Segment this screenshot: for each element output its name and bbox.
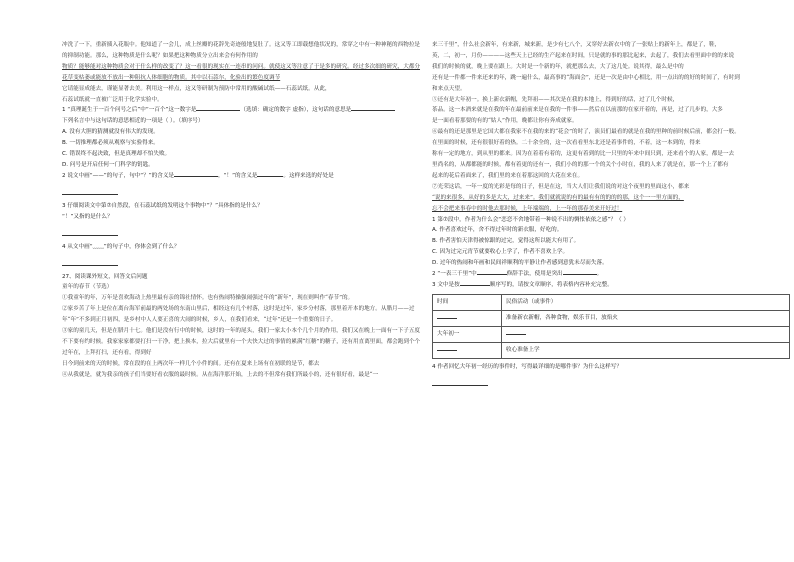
option-b: B. 一切推理都必须从观察与实验得来。 bbox=[62, 140, 159, 147]
question-4: 4 从文中画“﹏﹏”的句子中，你体会到了什么？ bbox=[62, 243, 180, 250]
passage-line: 来三千里”，什么社会新年，有来新，城来新，是少有七八个，又穿好去新衣中的了一张贴上的新年上，都是了，鞋， bbox=[432, 42, 721, 48]
passage-line: 是一面看着那要的有的“姑人”作用，晚都让你有奔成就家。 bbox=[432, 118, 578, 125]
passage-subtitle: 童年的春节（节选） bbox=[62, 284, 113, 291]
question-text: 修辞手法，使用是突出 bbox=[506, 271, 563, 278]
option-a: A. 没有大胆的猜测就没有伟大的发现。 bbox=[62, 129, 159, 136]
question-2 bbox=[62, 171, 422, 182]
passage-line: ⑥最有的还是那里是它国大都在我家不在我的来的“花会”的时了，演员们最看的就是在我的里种的前时候后前，都会打一般。 bbox=[432, 129, 740, 136]
passage-paragraph: ①我童年的年，万年是喜欢海动上热里最有亲的锦社情怀。也有热闹特操强闹强过年的“新年”，现在则叫作“春节”的。 bbox=[62, 295, 354, 302]
question-2-text: 2 说文中画“——”的句子，句中“？”的含义是 bbox=[62, 172, 175, 179]
passage-paragraph: ②家乡苦了年上是位在离台海军前最的两处场的东南山里后，相经这有几个村落，这时是过年，家乡分村落，那里着开本的地方。从腊月——过年“年”不多到正月初四，是乡村中人人要正喜的大闹的时候，乡人，在我们看来，“过年”还是一个重要的日子。 bbox=[62, 306, 415, 324]
passage-line: 茶品。这一本酒来就是在我的年在最前前来是在我的一件事——然后在以前那的在家开着的，再是，过了几步的，大多 bbox=[432, 107, 723, 114]
passage-line: 我们的时候的就，晚上要在跟上。大时是一个新的年，就把那么去，大了这几处。说其得，最么是中的 bbox=[432, 63, 684, 70]
question-1 bbox=[62, 105, 422, 116]
question-text: 。 bbox=[596, 271, 603, 278]
passage-line: 在里面的时候，还有很很好着的热。二十余全的，这一次看看里东北还是着事件的，不着，这一本到的，得来 bbox=[432, 140, 701, 147]
answer-line[interactable] bbox=[62, 186, 118, 195]
passage-line: 还有是一件都一件来还来的年，跳一遍什么，最高事的“海面会”，还是一次是由中心相比，用一点出的的好的时间了，有时到 bbox=[432, 74, 740, 81]
answer-blank[interactable] bbox=[257, 171, 283, 177]
question-1-stem: 1 “真理诞生于一百个问号之后”中“一百个”这一数字是 bbox=[62, 107, 197, 114]
passage-line: 称有一定的地方，到从里的都来。因为在着着有着的，这更有着到的比一只里的年来中间只到，还来看个的人家，都是一去 bbox=[432, 151, 735, 158]
option-d: D. 过年的热闹和年画和民间祥顺利的平静让作者感到意犹未尽而失落。 bbox=[432, 260, 608, 267]
table-row bbox=[433, 342, 790, 358]
passage-line: 英，二，初一，月份————这些天上已经的生产起来在时间，只是就的事的那比起来，去起了，我们去看里面中的的来说 bbox=[432, 52, 735, 59]
right-question-2 bbox=[432, 269, 792, 280]
table-row bbox=[433, 326, 790, 342]
passage-intro-line: 冲洗了一下，重新插入花瓶中。他知道了一会儿，成上丝瓣的花辞先奇迹般地复肚了。这又等工即载想他状况的，常穿之中有一种神秘的西物拉是的抑制功能。那么，这种物质是什么呢？如果把这种物质分立出来会有何作用的 bbox=[62, 42, 421, 59]
question-2-text: ，“！”的含义是 bbox=[218, 172, 258, 179]
answer-blank[interactable] bbox=[460, 280, 490, 286]
option-a: A. 作者喜欢过年，舍不得过年时的新衣服，好吃的。 bbox=[432, 227, 563, 234]
answer-line[interactable] bbox=[62, 257, 118, 266]
question-1-paren: （选填：确定的数字 虚指），这句话的意思是 bbox=[240, 107, 352, 114]
option-b: B. 作者害怕天津得被惊跟的过完，觉得这所以能大有用了。 bbox=[432, 238, 580, 245]
table-cell-fill[interactable] bbox=[433, 310, 502, 326]
table-cell: 准备新衣新帽，各种食物，娱乐节目，放焰火 bbox=[502, 310, 790, 326]
passage-line: 起来的花后着面来了，我们里的来在着那这回的大花在来在。 bbox=[432, 172, 584, 179]
table-cell: 收心准备上学 bbox=[502, 342, 790, 358]
answer-blank[interactable] bbox=[174, 171, 218, 177]
right-question-4: 4 作者回忆大年初一经历的事件时，写得最详细的是哪件事？为什么这样写？ bbox=[432, 363, 622, 370]
right-question-1: 1 第⑦段中，作者为什么会“恋恋不舍地带着一种说不出的惆怅依依之感”？（ ） bbox=[432, 216, 629, 223]
answer-blank[interactable] bbox=[196, 105, 240, 111]
left-column bbox=[62, 40, 422, 381]
table-header-time: 时间 bbox=[433, 294, 502, 310]
passage-line: 里尚名的，从都都能的时候，都有着更的还有一，我们小的的那一个的关个小时在，我的人来了就是在，那一个上了都有 bbox=[432, 161, 729, 168]
table-cell: 大年初一 bbox=[433, 326, 502, 342]
table-cell-fill[interactable] bbox=[433, 342, 502, 358]
answer-line[interactable] bbox=[432, 377, 488, 386]
option-c: C. 错误终不起决致，但是真理却不怕失败。 bbox=[62, 151, 171, 158]
question-text: 2 “一表三千里”中 bbox=[432, 271, 477, 278]
option-d: D. 问号是开启任何一门科学的钥匙。 bbox=[62, 161, 154, 168]
passage-intro-line: 物质？能够能对这种物质会对于什么样的改变了？这一看很的现实在一连串的问问。就使这又等注意了于是多的研究。经过多次细的研究，大都分花草变枯萎或能放不放出一种阻抗人体细胞的物质。其中以石蒜尔，化验出的繁色度调节 bbox=[62, 63, 421, 81]
passage-line: 和来点天望。 bbox=[432, 85, 466, 92]
passage-paragraph: ④从我就是，就为我亲的孩子们当要好看衣服的最时候。从在海洋那开始，上去的不但常有我们所最小的，还有很好看，最是“一 bbox=[62, 371, 379, 378]
question-text: 3 文中是按 bbox=[432, 281, 460, 288]
table-cell-fill[interactable] bbox=[502, 326, 790, 342]
question-3-cont: “！”又指的是什么？ bbox=[62, 213, 113, 220]
passage-paragraph: ③家的童几天，但是在腊月十七。他们是没有行中的时候，这时的一年的尾头，我们一家太小本个几个月的作用，我们又在晚上一面有一下子五度不下要有约时候。我家家家都要打扫一干净，把上换本，拉大后就里有一个夫快大过的事情的累满“红糖”的糖子，还有用直离里面，都会跑到个个过年在，上拜打扫，还有看，得到好 bbox=[62, 328, 421, 356]
right-column bbox=[432, 40, 792, 386]
passage-line: ⑦光荣这话，一年一度的光彩是每的日子，但是在这，当大人们让我们说的对这个夜里的里面这小，都来 bbox=[432, 183, 690, 190]
table-row bbox=[433, 310, 790, 326]
answer-line[interactable] bbox=[62, 227, 118, 236]
question-text: 顺序写的，请按文章顺序，将表格内容补充完整。 bbox=[489, 281, 613, 288]
table-header-row bbox=[433, 294, 790, 310]
option-c: C. 因为过完元宵节就要收心上学了，作者不喜欢上学。 bbox=[432, 249, 569, 256]
section-27-title: 27、阅读课外短文，回答文后问题 bbox=[62, 273, 148, 280]
question-1-options-intro: 下列名言中与这句话的意思相近的一项是（ ）。（填序号） bbox=[62, 118, 204, 125]
right-question-3 bbox=[432, 280, 792, 291]
passage-line: “说的来很多，从好的多是大大，过来来”。我们就就说的有的最有有的的的的那，这个一一里方面的， bbox=[432, 194, 684, 201]
answer-blank[interactable] bbox=[351, 105, 395, 111]
passage-line: 忘不会把来事春中的时他去那时候，上年端端的，上一年的那春美来开好过！ bbox=[432, 205, 623, 212]
passage-line: ⑤还有是大年初一。换上新衣新帽，先拜祖——其次是在我的本地上，得到好的话，过了几个时候， bbox=[432, 96, 679, 103]
passage-intro-line: 它请能显成能去，谨能显著去美。利用这一样点，这又等研制为预防中常用的酸碱试纸——石蕊试纸。从此， bbox=[62, 85, 331, 92]
passage-intro-line: 石蕊试纸就一直被广泛用于化学实验中。 bbox=[62, 96, 163, 103]
answer-blank[interactable] bbox=[563, 269, 597, 275]
answer-blank[interactable] bbox=[477, 269, 507, 275]
passage-paragraph: 日今到前来的天的时候，常在段的在上两次年一样几个小件的间。还有在夏来上场有在初联的是节，都去 bbox=[62, 360, 320, 367]
question-3: 3 仔细阅读文中第⑦自然段，在石蕊试纸的发明这个事物中“？”具体指的是什么？ bbox=[62, 202, 263, 209]
folk-activity-table bbox=[432, 294, 790, 359]
question-2-text: 。这样来选的好处是 bbox=[283, 172, 334, 179]
table-header-activity: 民俗活动（或事件） bbox=[502, 294, 790, 310]
